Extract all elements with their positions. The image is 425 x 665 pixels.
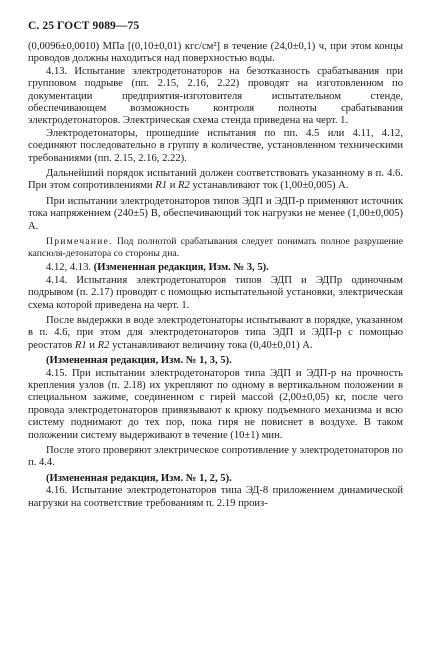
resistor-r2-label: R2 [97,339,110,351]
note-label: Примечание. [46,236,113,248]
text-segment: устанавливают величину тока (0,40±0,01) А. [109,339,313,351]
text-segment: После выдержки в воде электродетонаторы испытывают в порядке, указанном в п. 4.6, при этом для электродетонаторов типа ЭДП и ЭДП-р с помощью реостатов [28,314,403,351]
paragraph-4-13: 4.13. Испытание электродетонаторов на безотказность срабатывания при групповом подрыве (пп. 2.15, 2.16, 2.22) проводят на изготовленном по документации предприятия-изготовителя испытательном стенде, обеспечивающем возможность контроля полноты срабатывания электродетонаторов. Электрическая схема стенда приведена на черт. 1. [28,65,403,127]
resistor-r1-label: R1 [74,339,87,351]
amendment-note: (Измененная редакция, Изм. № 1, 2, 5). [46,472,232,484]
note-text: Под полнотой срабатывания следует понимать полное разрушение капсюля-детонатора со стороны дна. [28,236,403,259]
paragraph-current-source: При испытании электродетонаторов типов ЭДП и ЭДП-р применяют источник тока напряжением (240±5) В, обеспечивающий ток нагрузки не менее (1,00±0,005) А. [28,195,403,232]
resistor-r1-label: R1 [155,180,168,192]
paragraph-after-immersion [28,315,403,352]
text-segment: устанавливают ток (1,00±0,005) А. [189,180,349,192]
note [28,236,403,259]
paragraph-4-14: 4.14. Испытания электродетонаторов типов ЭДП и ЭДПр одиночным подрывом (п. 2.17) проводят с помощью испытательной установки, электрическая схема которой приведена на черт. 1. [28,274,403,311]
text-segment: Дальнейший порядок испытаний должен соответствовать указанному в п. 4.6. При этом сопротивлениями [28,168,403,192]
page-header: С. 25 ГОСТ 9089—75 [28,20,140,32]
paragraph-amendment-4-12 [28,262,403,274]
clause-numbers: 4.12, 4.13. [46,262,94,274]
paragraph-group-connection: Электродетонаторы, прошедшие испытания по пп. 4.5 или 4.11, 4.12, соединяют последовательно в группу в количестве, установленном техническими требованиями (пп. 2.15, 2.16, 2.22). [28,127,403,164]
amendment-note: (Измененная редакция, Изм. № 3, 5). [93,262,269,274]
paragraph-test-order [28,168,403,193]
paragraph-continuation: (0,0096±0,0010) МПа [(0,10±0,01) кгс/см²] в течение (24,0±0,1) ч, при этом концы проводов должны находиться над поверхностью воды. [28,41,403,65]
text-segment: и [167,180,179,192]
paragraph-resistance-check: После этого проверяют электрическое сопротивление у электродетонаторов по п. 4.4. [28,444,403,469]
resistor-r2-label: R2 [178,180,190,192]
text-segment: и [86,339,98,351]
paragraph-4-16: 4.16. Испытание электродетонаторов типа ЭД-8 приложением динамической нагрузки на соответствие требованиям п. 2.19 произ- [28,485,403,509]
amendment-note: (Измененная редакция, Изм. № 1, 3, 5). [46,355,232,367]
paragraph-4-15: 4.15. При испытании электродетонаторов типа ЭДП и ЭДП-р на прочность крепления узлов (п. 2.18) их укрепляют по одному в вертикальном положении в специальном зажиме, соединенном с гирей массой (2,00±0,05) кг, после чего провода электродетонаторов привязывают к крюку подъемного механизма и всю систему поднимают до тех пор, пока гиря не повиснет в воздухе. В таком положении систему выдерживают в течение (10±1) мин. [28,367,403,441]
